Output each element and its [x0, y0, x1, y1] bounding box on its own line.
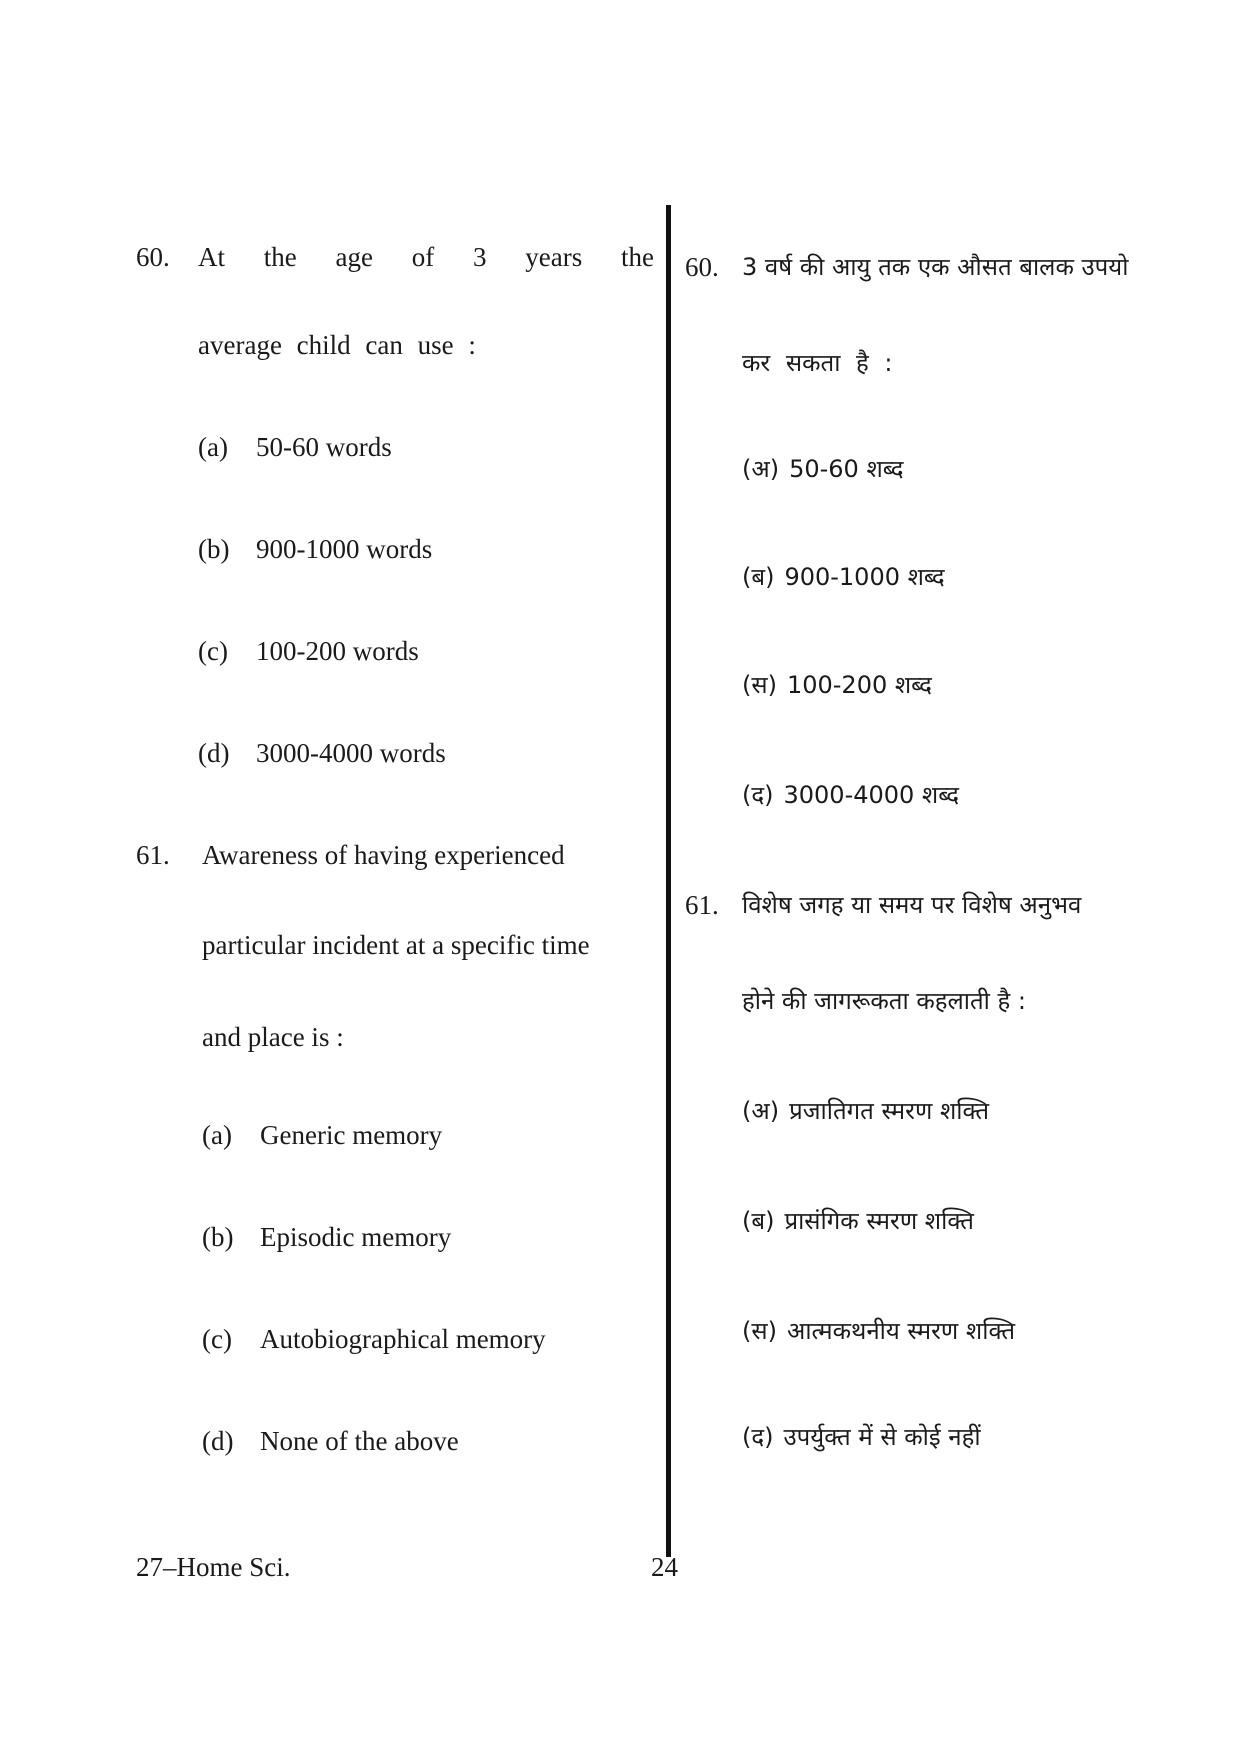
option-text: प्रजातिगत स्मरण शक्ति [789, 1097, 990, 1125]
option-text: 100-200 words [256, 636, 419, 666]
option-label: (स) [742, 1317, 777, 1345]
option-label: (अ) [742, 455, 780, 483]
option-text: प्रासंगिक स्मरण शक्ति [784, 1207, 974, 1235]
option-text: उपर्युक्त में से कोई नहीं [783, 1423, 981, 1451]
page-number: 24 [651, 1552, 678, 1582]
option-text: 50-60 words [256, 432, 392, 462]
option-label: (a) [202, 1120, 232, 1150]
question-text-line-1: 3 वर्ष की आयु तक एक औसत बालक उपयो [742, 253, 1129, 281]
question-text-line-2: होने की जागरूकता कहलाती है : [742, 987, 1026, 1015]
option-label: (द) [742, 781, 774, 809]
option-label: (d) [198, 738, 230, 768]
option-label: (स) [742, 671, 777, 699]
option-text: 900-1000 words [256, 534, 433, 564]
option-label: (b) [202, 1222, 234, 1252]
option-text: Autobiographical memory [260, 1324, 546, 1354]
option-text: None of the above [260, 1426, 459, 1456]
option-label: (b) [198, 534, 230, 564]
question-text-line-1: At the age of 3 years the [198, 242, 654, 272]
question-number: 61. [685, 890, 719, 920]
question-text-line-1: Awareness of having experienced [202, 840, 565, 870]
option-text: आत्मकथनीय स्मरण शक्ति [786, 1317, 1015, 1345]
paper-code: 27–Home Sci. [136, 1552, 291, 1582]
question-text-line-2: particular incident at a specific time [202, 930, 590, 960]
question-text-line-3: and place is : [202, 1022, 344, 1052]
option-text: 3000-4000 शब्द [783, 781, 959, 809]
option-text: Generic memory [260, 1120, 443, 1150]
column-divider [666, 205, 671, 1557]
option-text: 50-60 शब्द [789, 455, 904, 483]
question-text-line-2: average child can use : [198, 330, 476, 360]
option-text: 900-1000 शब्द [784, 563, 945, 591]
option-text: 100-200 शब्द [786, 671, 932, 699]
option-label: (अ) [742, 1097, 780, 1125]
question-number: 60. [136, 242, 170, 272]
option-label: (ब) [742, 563, 775, 591]
option-text: 3000-4000 words [256, 738, 446, 768]
option-text: Episodic memory [260, 1222, 452, 1252]
option-label: (द) [742, 1423, 774, 1451]
question-text-line-1: विशेष जगह या समय पर विशेष अनुभव [742, 891, 1082, 919]
question-text-line-2: कर सकता है : [742, 349, 893, 377]
question-number: 60. [685, 252, 719, 282]
option-label: (a) [198, 432, 228, 462]
option-label: (ब) [742, 1207, 775, 1235]
option-label: (c) [198, 636, 228, 666]
option-label: (d) [202, 1426, 234, 1456]
question-number: 61. [136, 840, 170, 870]
option-label: (c) [202, 1324, 232, 1354]
